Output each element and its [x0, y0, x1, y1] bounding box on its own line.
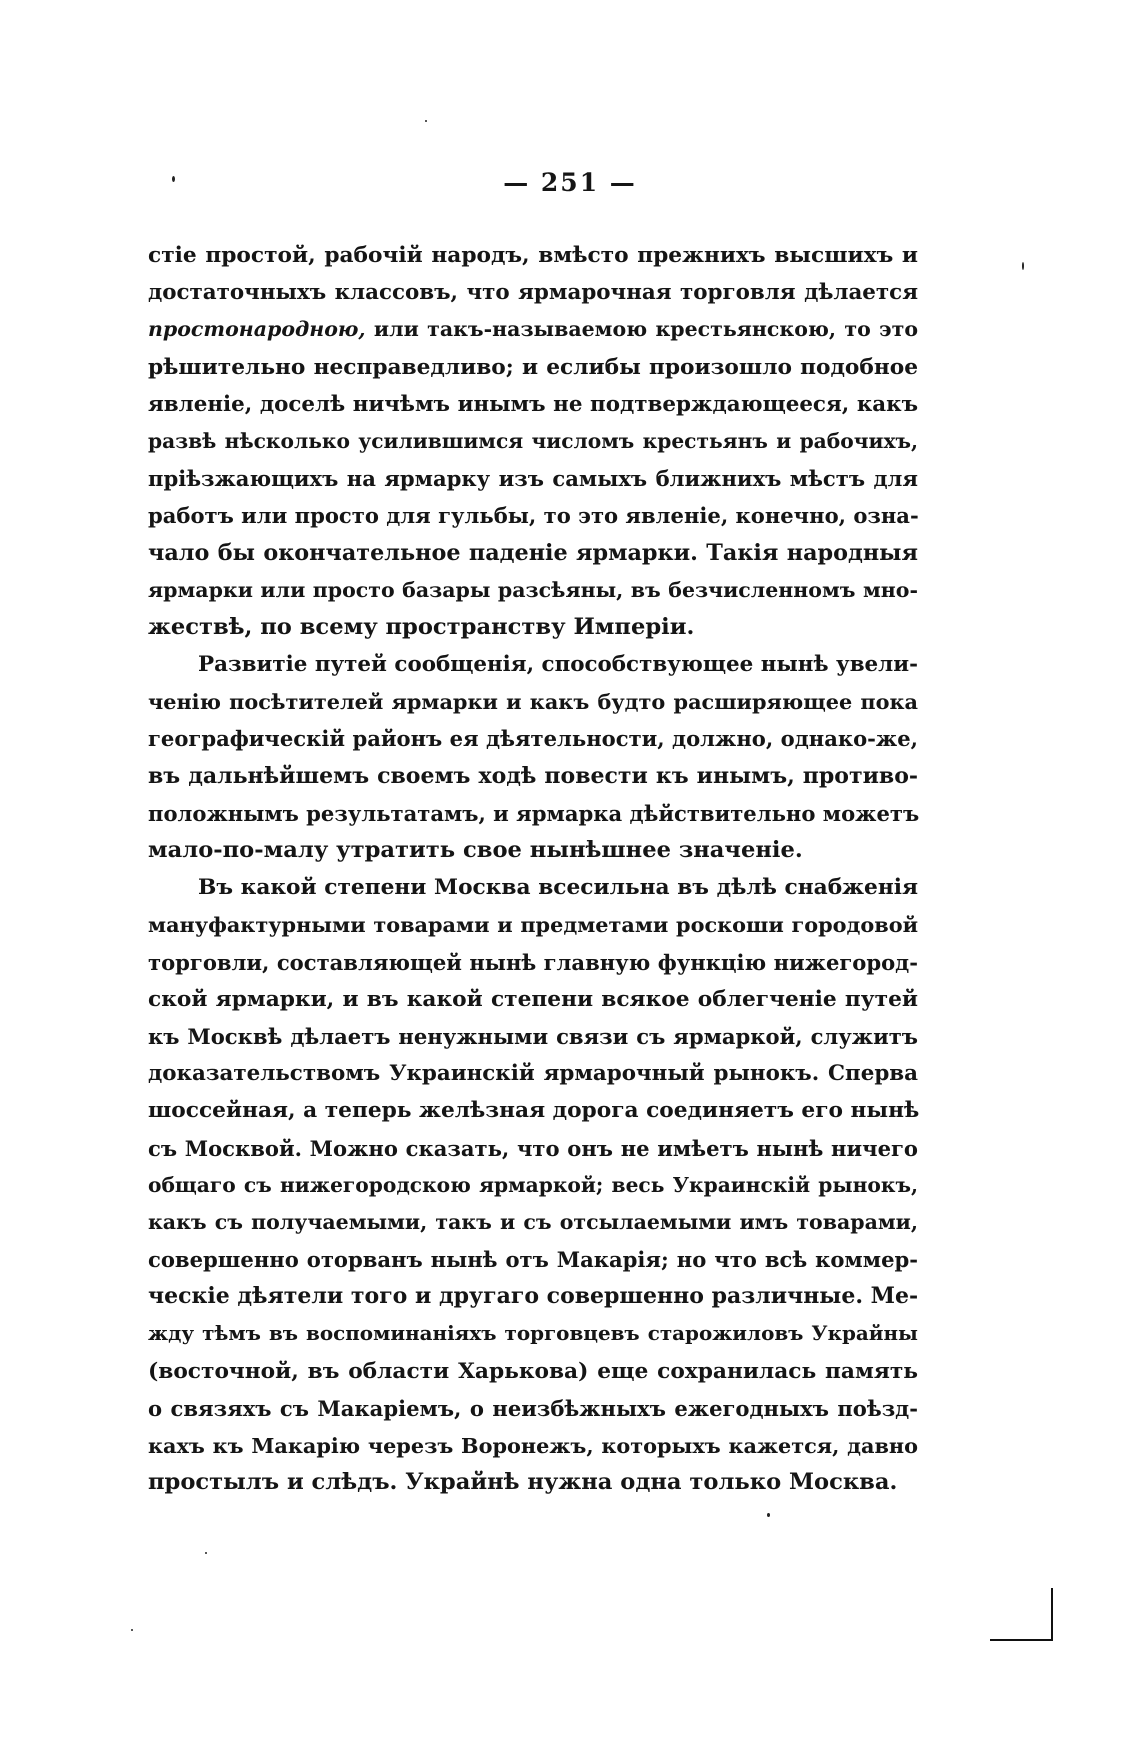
line-text: явленіе, доселѣ ничѣмъ инымъ не подтверждающееся, какъ — [148, 391, 918, 417]
text-line — [148, 460, 918, 497]
text-line — [148, 423, 918, 460]
text-line — [148, 237, 918, 274]
scan-speck — [1022, 262, 1024, 270]
scan-speck — [205, 1552, 207, 1554]
line-text: или такъ-называемою крестьянскою, то это — [365, 317, 918, 342]
line-text: Въ какой степени Москва всесильна въ дѣлѣ снабженія — [198, 875, 918, 901]
line-text: мануфактурными товарами и предметами роскоши городовой — [148, 912, 918, 938]
text-line — [148, 1464, 918, 1501]
text-line — [148, 646, 918, 683]
text-line — [148, 1018, 918, 1055]
line-text: доказательствомъ Украинскій ярмарочный рынокъ. Сперва — [148, 1061, 918, 1087]
line-text: достаточныхъ классовъ, что ярмарочная торговля дѣлается — [148, 280, 918, 306]
scan-speck — [172, 176, 175, 182]
line-text: кахъ къ Макарію черезъ Воронежъ, которыхъ кажется, давно — [148, 1433, 918, 1458]
text-line — [148, 609, 918, 646]
text-line — [148, 274, 918, 311]
line-text: (восточной, въ области Харькова) еще сохранилась память — [148, 1358, 918, 1384]
text-line — [148, 1092, 918, 1129]
line-text: развѣ нѣсколько усилившимся числомъ крестьянъ и рабочихъ, — [148, 428, 918, 453]
line-text: рѣшительно несправедливо; и еслибы произошло подобное — [148, 354, 918, 380]
line-text: съ Москвой. Можно сказать, что онъ не имѣетъ нынѣ ничего — [148, 1135, 918, 1161]
line-text: ярмарки или просто базары разсѣяны, въ безчисленномъ мно- — [148, 577, 918, 602]
line-text: мало-по-малу утратить свое нынѣшнее значеніе. — [148, 837, 803, 863]
text-line — [148, 1315, 918, 1352]
text-line — [148, 311, 918, 348]
line-text: простылъ и слѣдъ. Украйнѣ нужна одна только Москва. — [148, 1469, 898, 1496]
line-text: о связяхъ съ Макаріемъ, о неизбѣжныхъ ежегодныхъ поѣзд- — [148, 1395, 918, 1421]
line-text: какъ съ получаемыми, такъ и съ отсылаемыми имъ товарами, — [148, 1209, 918, 1234]
text-line — [148, 832, 918, 869]
text-line — [148, 1204, 918, 1241]
line-text: положнымъ результатамъ, и ярмарка дѣйствительно можетъ — [148, 800, 920, 826]
text-line — [148, 1278, 918, 1315]
scan-corner-mark — [1051, 1588, 1053, 1641]
line-text: общаго съ нижегородскою ярмаркой; весь Украинскій рынокъ, — [148, 1172, 918, 1197]
line-text: къ Москвѣ дѣлаетъ ненужными связи съ ярмаркой, служитъ — [148, 1023, 918, 1049]
text-line — [148, 1390, 918, 1427]
page-number: — 251 — — [503, 168, 637, 197]
text-line — [148, 720, 918, 757]
body-text — [148, 237, 918, 1501]
line-text: совершенно оторванъ нынѣ отъ Макарія; но что всѣ коммер- — [148, 1247, 918, 1273]
text-line — [148, 497, 918, 534]
text-line — [148, 349, 918, 386]
line-text: ченію посѣтителей ярмарки и какъ будто расширяющее пока — [148, 689, 918, 715]
line-text: работъ или просто для гульбы, то это явленіе, конечно, озна- — [148, 503, 919, 529]
line-text: Развитіе путей сообщенія, способствующее нынѣ увели- — [198, 652, 918, 678]
text-line — [148, 758, 918, 795]
text-line — [148, 906, 918, 943]
text-line — [148, 1427, 918, 1464]
text-line — [148, 572, 918, 609]
scan-speck — [425, 120, 427, 122]
line-text: жествѣ, по всему пространству Имперіи. — [148, 613, 695, 640]
italic-phrase: простонародною, — [148, 317, 366, 342]
line-text: пріѣзжающихъ на ярмарку изъ самыхъ ближнихъ мѣстъ для — [148, 466, 918, 492]
line-text: чало бы окончательное паденіе ярмарки. Такія народныя — [148, 539, 918, 566]
text-line — [148, 981, 918, 1018]
line-text: въ дальнѣйшемъ своемъ ходѣ повести къ инымъ, противо- — [148, 762, 918, 789]
line-text: торговли, составляющей нынѣ главную функцію нижегород- — [148, 949, 918, 975]
text-line — [148, 1167, 918, 1204]
line-text: жду тѣмъ въ воспоминаніяхъ торговцевъ старожиловъ Украйны — [148, 1321, 918, 1346]
text-line — [148, 1055, 918, 1092]
text-line — [148, 386, 918, 423]
line-text: шоссейная, а теперь желѣзная дорога соединяетъ его нынѣ — [148, 1098, 920, 1124]
text-line — [148, 535, 918, 572]
text-line — [148, 944, 918, 981]
scan-speck — [767, 1513, 770, 1517]
line-text: ской ярмарки, и въ какой степени всякое облегченіе путей — [148, 986, 918, 1012]
line-text: географическій районъ ея дѣятельности, должно, однако-же, — [148, 726, 918, 752]
text-line — [148, 1353, 918, 1390]
line-text: стіе простой, рабочій народъ, вмѣсто прежнихъ высшихъ и — [148, 243, 918, 268]
text-line — [148, 795, 918, 832]
scan-corner-mark — [990, 1639, 1052, 1641]
text-line — [148, 1241, 918, 1278]
text-line — [148, 683, 918, 720]
text-line — [148, 1130, 918, 1167]
text-line — [148, 869, 918, 906]
line-text: ческіе дѣятели того и другаго совершенно различные. Ме- — [148, 1283, 919, 1310]
scan-speck — [131, 1629, 133, 1631]
